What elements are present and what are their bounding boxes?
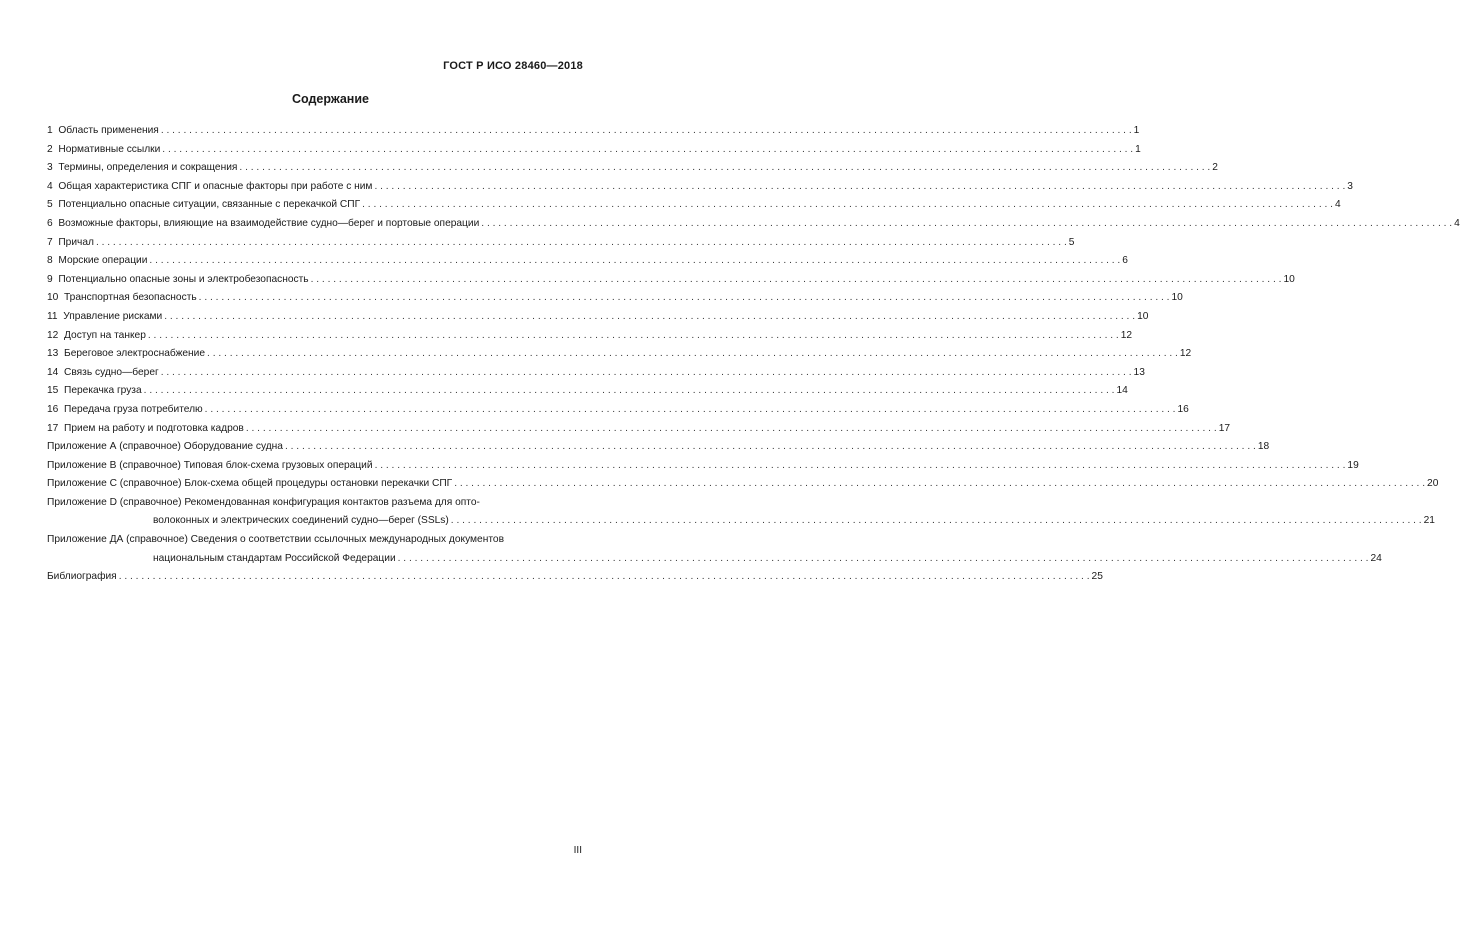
toc-leader-dots [481,215,1452,234]
toc-entry-bibliography[interactable]: Библиография . . . 25 [47,568,582,587]
toc-entry-page: 10 [1283,273,1295,285]
toc-entry-label: Общая характеристика СПГ и опасные факторы при работе с ним [58,180,373,192]
toc-leader-dots [161,122,1132,141]
table-of-contents [47,122,1460,587]
toc-leader-dots [96,234,1067,253]
toc-entry[interactable] [47,215,1460,234]
toc-entry-label: Управление рисками [63,310,163,322]
toc-entry-label: Область применения [58,125,159,136]
toc-leader-dots [199,289,1170,308]
toc-entry[interactable] [47,308,1149,327]
toc-entry-number: 15 [47,385,59,397]
toc-leader-dots [239,159,1210,178]
toc-entry-page: 12 [1120,329,1133,341]
toc-entry-label: Возможные факторы, влияющие на взаимодействие судно—берег и портовые операции [58,217,480,229]
toc-entry-number: 12 [47,329,59,341]
toc-entry-page: 2 [1212,162,1218,174]
toc-entry[interactable] [47,178,1353,197]
toc-entry-page: 4 [1334,199,1341,211]
toc-entry-page: 10 [1137,310,1149,322]
toc-leader-dots [362,196,1333,215]
toc-entry-page: 17 [1218,422,1231,434]
toc-entry-label: Морские операции [58,255,148,267]
toc-entry-page: 6 [1122,255,1128,267]
toc-entry-page: 4 [1454,217,1460,229]
toc-leader-dots [374,178,1345,197]
toc-entry-page: 1 [1135,143,1141,155]
toc-entry-appendix-b[interactable]: Приложение В (справочное) Типовая блок-схема грузовых операций . . . 19 [47,457,582,476]
toc-entry-page: 14 [1116,385,1128,397]
toc-section-list [47,122,1460,438]
toc-leader-dots [246,420,1217,439]
toc-entry-page: 1 [1133,125,1140,136]
toc-entry-number: 11 [47,310,58,322]
toc-entry-number: 5 [47,199,53,211]
toc-entry[interactable] [47,364,1145,383]
toc-entry[interactable] [47,159,1218,178]
toc-entry-number: 13 [47,348,59,360]
toc-entry-appendix-d[interactable]: Приложение D (справочное) Рекомендованная конфигурация контактов разъема для опто- волоконных и электрических соединений судно—берег (SSLs) . . . 21 [47,494,582,531]
toc-entry-label: Термины, определения и сокращения [58,162,238,174]
toc-entry-number: 6 [47,217,53,229]
toc-entry-label: Транспортная безопасность [64,292,197,304]
toc-leader-dots [162,141,1133,160]
toc-entry-number: 9 [47,273,53,285]
toc-title: Содержание [291,92,369,106]
toc-entry-page: 16 [1177,403,1189,415]
toc-entry[interactable] [47,234,1075,253]
toc-entry-page: 12 [1179,348,1192,360]
toc-leader-dots [144,382,1115,401]
toc-leader-dots [207,345,1178,364]
toc-entry[interactable] [47,196,1341,215]
toc-entry-number: 8 [47,255,53,267]
toc-leader-dots [148,327,1119,346]
toc-entry-number: 14 [47,366,59,378]
toc-entry-number: 10 [47,292,59,304]
document-code: ГОСТ Р ИСО 28460—2018 [443,60,583,72]
toc-entry[interactable] [47,420,1231,439]
toc-entry-label: Нормативные ссылки [58,143,161,155]
toc-entry-label: Доступ на танкер [64,329,146,341]
toc-entry-label: Связь судно—берег [64,366,159,378]
toc-entry[interactable] [47,122,1140,141]
toc-leader-dots [149,252,1120,271]
toc-entry-label: Прием на работу и подготовка кадров [64,422,244,434]
toc-entry[interactable] [47,141,1141,160]
toc-entry[interactable] [47,327,1133,346]
page-number: III [573,845,582,856]
toc-entry[interactable] [47,252,1128,271]
toc-entry-number: 7 [47,236,53,248]
toc-entry-number: 16 [47,403,59,415]
toc-entry-number: 3 [47,162,53,174]
toc-entry-appendix-da[interactable]: Приложение ДА (справочное) Сведения о соответствии ссылочных международных документов национальным стандартам Российской Федерации . . . 24 [47,531,582,568]
toc-entry-label: Потенциально опасные зоны и электробезопасность [58,273,309,285]
toc-entry-page: 3 [1347,180,1353,192]
toc-entry-page: 5 [1068,236,1075,248]
toc-entry-label: Потенциально опасные ситуации, связанные с перекачкой СПГ [58,199,361,211]
toc-entry-page: 13 [1133,366,1145,378]
toc-leader-dots [205,401,1176,420]
toc-entry[interactable] [47,382,1128,401]
toc-entry-number: 4 [47,180,53,192]
toc-leader-dots [164,308,1135,327]
toc-entry-label: Береговое электроснабжение [64,348,206,360]
toc-entry[interactable] [47,289,1183,308]
toc-entry-number: 2 [47,143,53,155]
toc-entry[interactable] [47,345,1192,364]
toc-entry-label: Перекачка груза [64,385,142,397]
toc-entry-appendix-a[interactable]: Приложение А (справочное) Оборудование судна . . . 18 [47,438,582,457]
toc-entry-label: Причал [58,236,94,248]
toc-entry[interactable] [47,271,1295,290]
toc-entry-label: Передача груза потребителю [64,403,203,415]
toc-leader-dots [311,271,1282,290]
toc-entry-page: 10 [1171,292,1183,304]
toc-entry[interactable] [47,401,1189,420]
toc-entry-appendix-c[interactable]: Приложение С (справочное) Блок-схема общей процедуры остановки перекачки СПГ . . . 20 [47,475,582,494]
toc-entry-number: 1 [47,125,53,136]
toc-leader-dots [161,364,1132,383]
toc-entry-number: 17 [47,422,59,434]
